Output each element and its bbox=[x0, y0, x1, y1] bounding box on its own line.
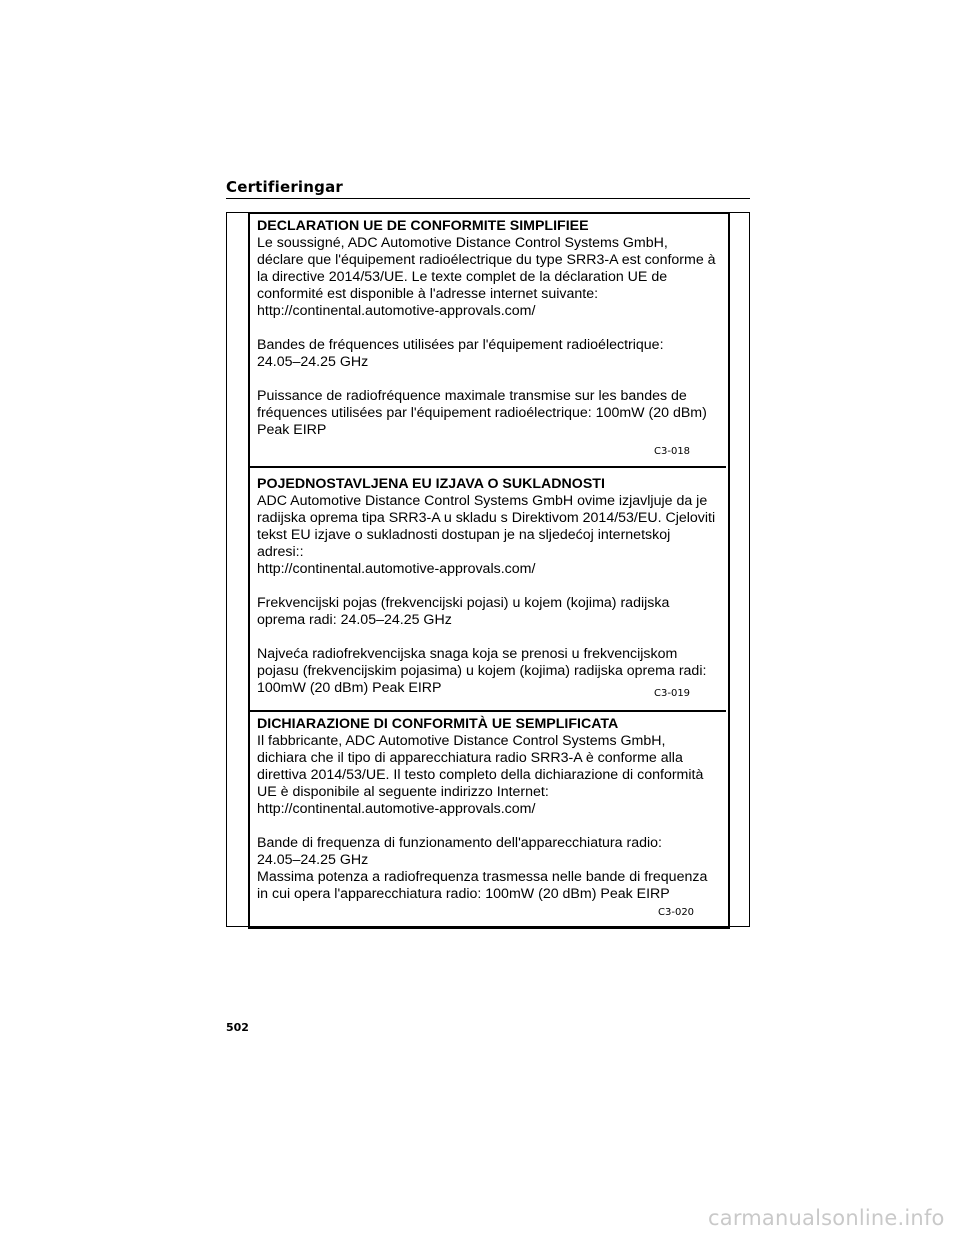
text-line: Frekvencijski pojas (frekvencijski pojasi) u kojem (kojima) radijska bbox=[257, 595, 670, 611]
text-line: 100mW (20 dBm) Peak EIRP bbox=[257, 680, 442, 696]
text-line: conformité est disponible à l'adresse internet suivante: bbox=[257, 286, 599, 302]
url-line: http://continental.automotive-approvals.com/ bbox=[257, 561, 536, 577]
text-line: fréquences utilisées par l'équipement radioélectrique: 100mW (20 dBm) bbox=[257, 405, 707, 421]
text-line: direttiva 2014/53/UE. Il testo completo della dichiarazione di conformità bbox=[257, 767, 704, 783]
text-line: la directive 2014/53/UE. Le texte complet de la déclaration UE de bbox=[257, 269, 668, 285]
url-line: http://continental.automotive-approvals.com/ bbox=[257, 801, 536, 817]
reference-code: C3-019 bbox=[654, 688, 691, 699]
text-line: oprema radi: 24.05–24.25 GHz bbox=[257, 612, 452, 628]
declaration-fr bbox=[257, 218, 717, 439]
text-line: Massima potenza a radiofrequenza trasmessa nelle bande di frequenza bbox=[257, 869, 708, 885]
text-line: UE è disponibile al seguente indirizzo Internet: bbox=[257, 784, 549, 800]
text-line: déclare que l'équipement radioélectrique du type SRR3-A est conforme à bbox=[257, 252, 716, 268]
text-line: Najveća radiofrekvencijska snaga koja se prenosi u frekvencijskom bbox=[257, 646, 678, 662]
declaration-hr-heading: POJEDNOSTAVLJENA EU IZJAVA O SUKLADNOSTI bbox=[257, 476, 605, 492]
reference-code: C3-020 bbox=[658, 907, 695, 918]
text-line: 24.05–24.25 GHz bbox=[257, 354, 369, 370]
title-rule bbox=[226, 198, 750, 199]
section-divider bbox=[250, 710, 726, 712]
reference-code: C3-018 bbox=[654, 446, 691, 457]
text-line: ADC Automotive Distance Control Systems GmbH ovime izjavljuje da je bbox=[257, 493, 708, 509]
text-line: Il fabbricante, ADC Automotive Distance Control Systems GmbH, bbox=[257, 733, 666, 749]
declaration-it-heading: DICHIARAZIONE DI CONFORMITÀ UE SEMPLIFICATA bbox=[257, 716, 619, 732]
text-line: Le soussigné, ADC Automotive Distance Control Systems GmbH, bbox=[257, 235, 668, 251]
text-line: in cui opera l'apparecchiatura radio: 100mW (20 dBm) Peak EIRP bbox=[257, 886, 670, 902]
text-line: Bande di frequenza di funzionamento dell'apparecchiatura radio: bbox=[257, 835, 662, 851]
declaration-it bbox=[257, 716, 717, 903]
text-line: adresi:: bbox=[257, 544, 304, 560]
text-line: 24.05–24.25 GHz bbox=[257, 852, 369, 868]
text-line: radijska oprema tipa SRR3-A u skladu s Direktivom 2014/53/EU. Cjeloviti bbox=[257, 510, 716, 526]
text-line: Puissance de radiofréquence maximale transmise sur les bandes de bbox=[257, 388, 687, 404]
declaration-fr-heading: DECLARATION UE DE CONFORMITE SIMPLIFIEE bbox=[257, 218, 589, 234]
page-section-title: Certifieringar bbox=[226, 178, 344, 196]
declaration-hr bbox=[257, 476, 717, 697]
text-line: Bandes de fréquences utilisées par l'équipement radioélectrique: bbox=[257, 337, 664, 353]
text-line: tekst EU izjave o sukladnosti dostupan je na sljedećoj internetskoj bbox=[257, 527, 671, 543]
url-line: http://continental.automotive-approvals.com/ bbox=[257, 303, 536, 319]
page-number: 502 bbox=[226, 1021, 249, 1034]
section-divider bbox=[250, 466, 726, 468]
text-line: pojasu (frekvencijskim pojasima) u kojem (kojima) radijska oprema radi: bbox=[257, 663, 707, 679]
text-line: dichiara che il tipo di apparecchiatura radio SRR3-A è conforme alla bbox=[257, 750, 683, 766]
text-line: Peak EIRP bbox=[257, 422, 327, 438]
watermark: carmanualsonline.info bbox=[708, 1206, 945, 1230]
